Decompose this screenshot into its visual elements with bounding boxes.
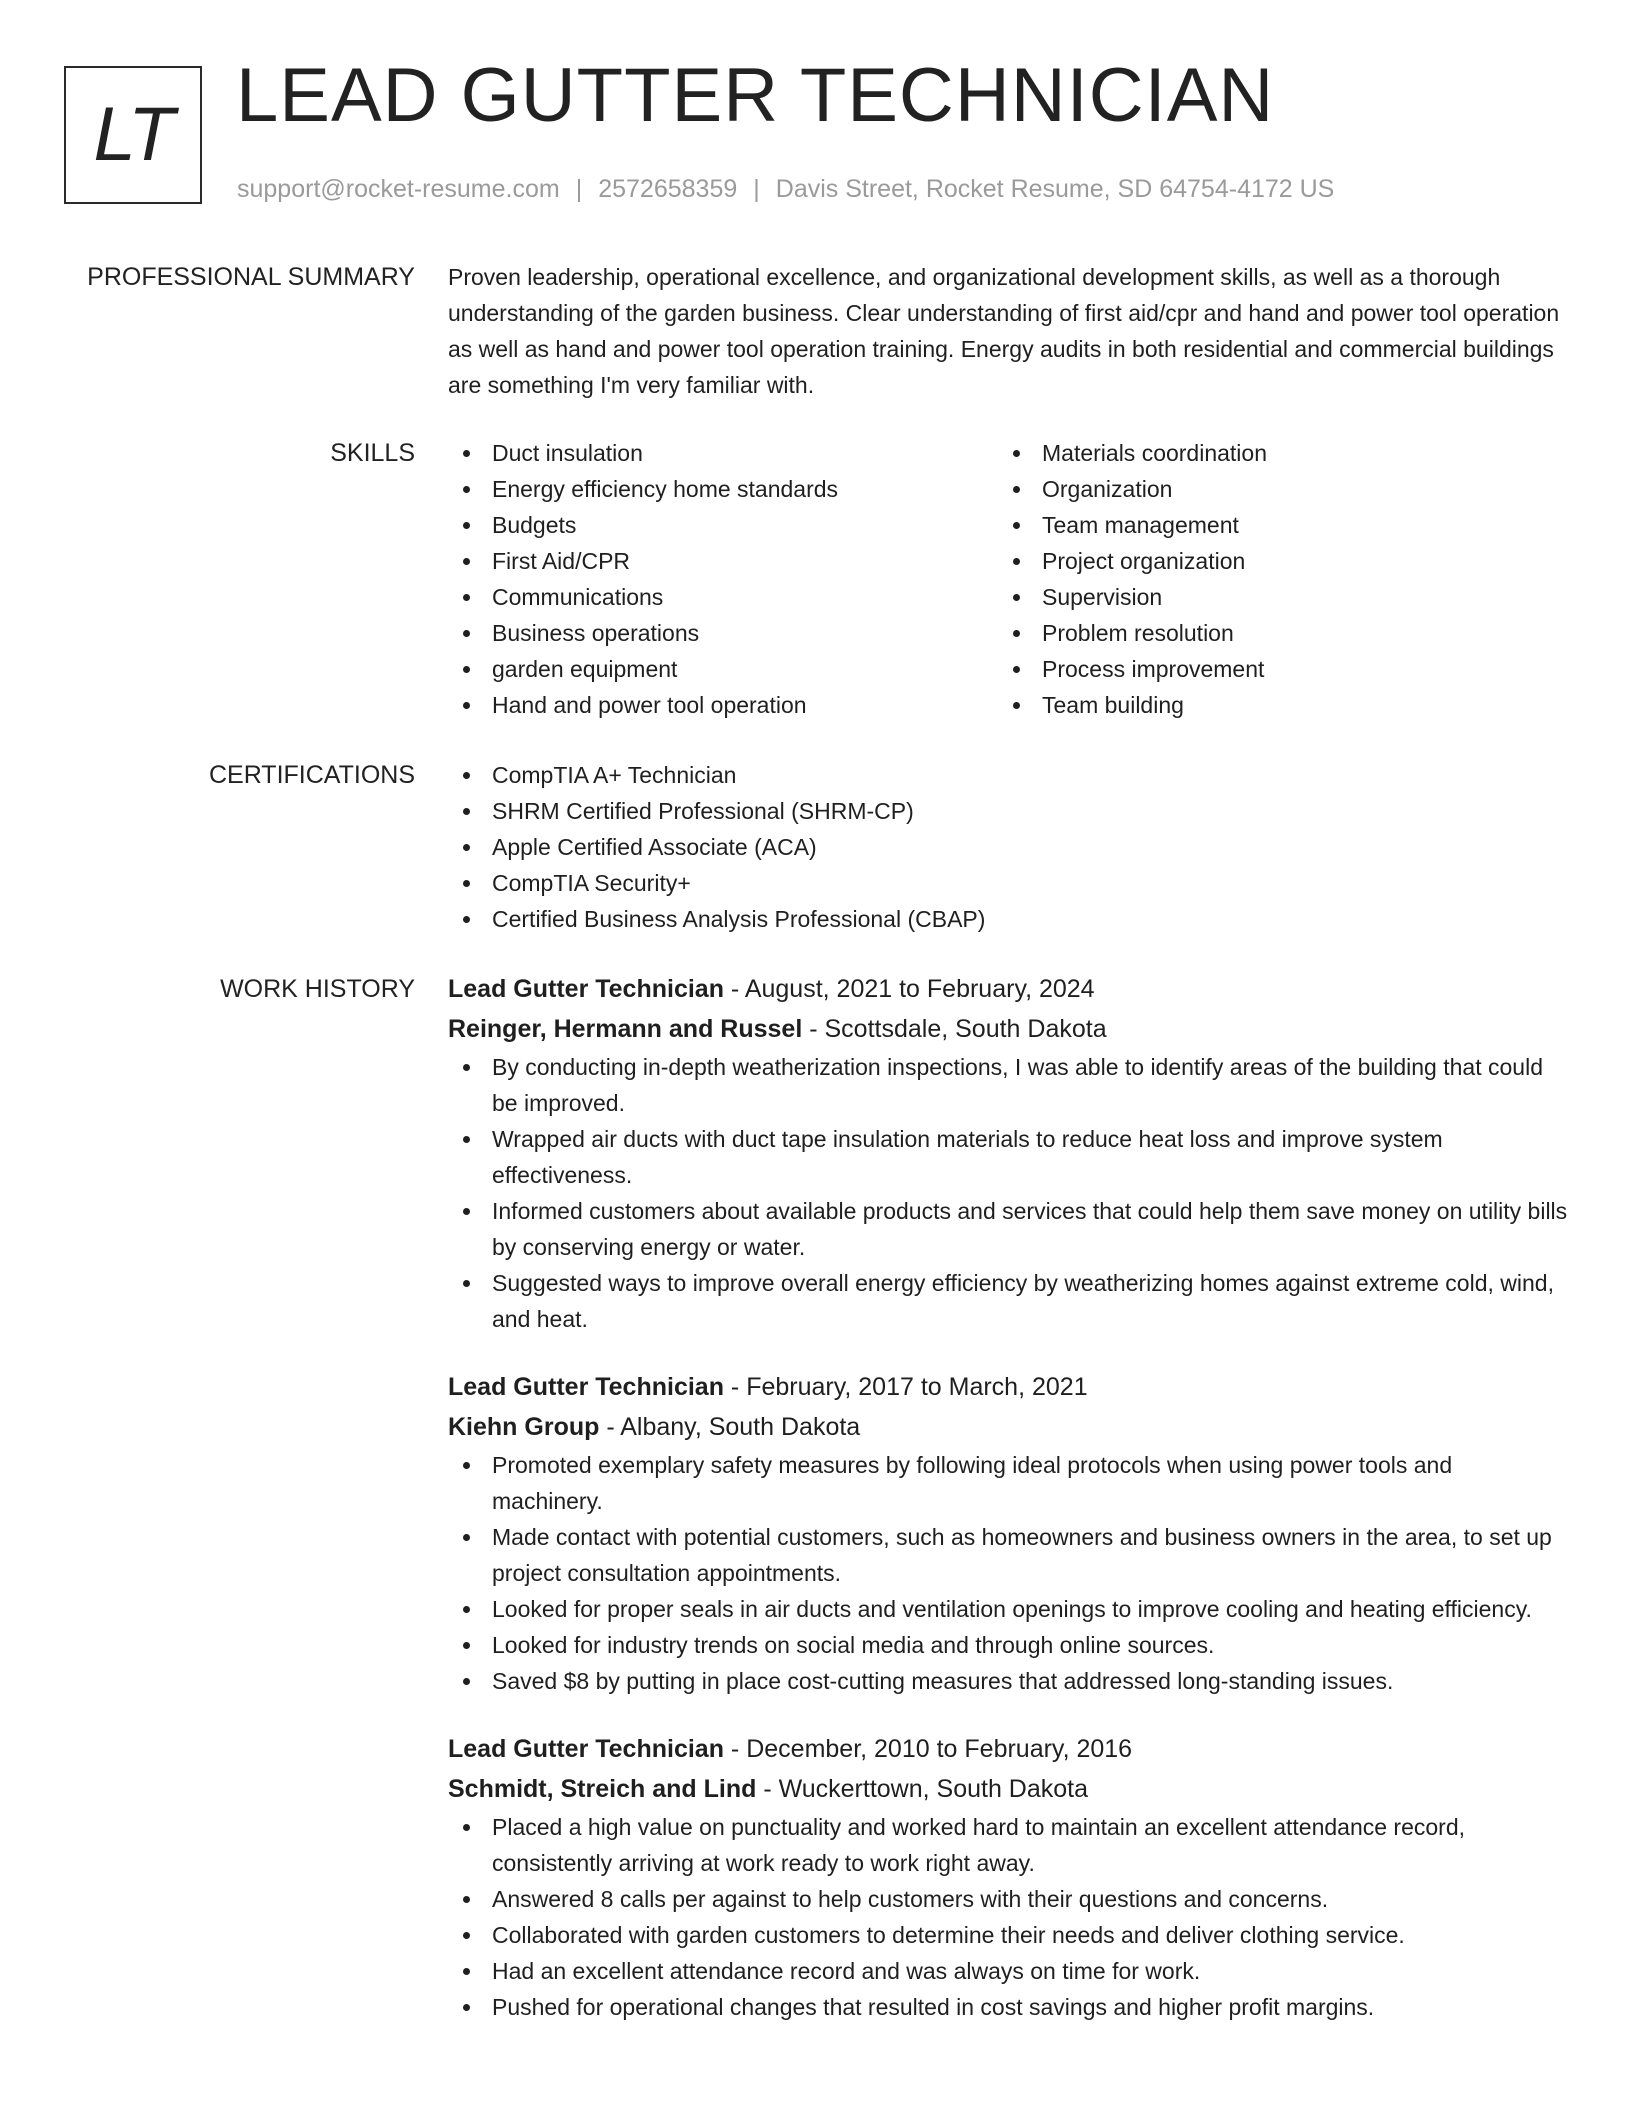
job-bullets xyxy=(448,1809,1568,2025)
skill-item: Energy efficiency home standards xyxy=(448,471,998,507)
job-company: Kiehn Group xyxy=(448,1413,600,1441)
skills-list-left xyxy=(448,435,998,723)
skill-item: Materials coordination xyxy=(998,435,1548,471)
contact-line xyxy=(237,177,1334,202)
work-history-body xyxy=(448,969,1568,2025)
skill-item: Problem resolution xyxy=(998,615,1548,651)
certification-item: CompTIA A+ Technician xyxy=(448,757,1568,793)
skills-body xyxy=(448,435,1568,723)
resume-title: LEAD GUTTER TECHNICIAN xyxy=(236,53,1275,138)
job-dates: - December, 2010 to February, 2016 xyxy=(723,1735,1133,1763)
skill-item: Budgets xyxy=(448,507,998,543)
skill-item: Organization xyxy=(998,471,1548,507)
job-location: - Scottsdale, South Dakota xyxy=(802,1015,1107,1043)
certifications-heading: CERTIFICATIONS xyxy=(208,761,415,789)
job-bullet: Looked for proper seals in air ducts and ventilation openings to improve cooling and heating efficiency. xyxy=(448,1591,1568,1627)
contact-separator: | xyxy=(575,175,583,203)
job-bullet: Collaborated with garden customers to determine their needs and deliver clothing service. xyxy=(448,1917,1568,1953)
skill-item: Duct insulation xyxy=(448,435,998,471)
job-title-line xyxy=(448,1729,1568,1769)
contact-phone[interactable]: 2572658359 xyxy=(598,175,738,203)
job-title-line xyxy=(448,1367,1568,1407)
job-title: Lead Gutter Technician xyxy=(448,1735,724,1763)
certification-item: Certified Business Analysis Professional (CBAP) xyxy=(448,901,1568,937)
job-title: Lead Gutter Technician xyxy=(448,975,724,1003)
skill-item: Supervision xyxy=(998,579,1548,615)
job-company-line xyxy=(448,1769,1568,1809)
contact-email[interactable]: support@rocket-resume.com xyxy=(237,175,560,203)
job-bullet: Answered 8 calls per against to help customers with their questions and concerns. xyxy=(448,1881,1568,1917)
skill-item: Team management xyxy=(998,507,1548,543)
skills-heading: SKILLS xyxy=(330,439,415,467)
job-bullet: Pushed for operational changes that resulted in cost savings and higher profit margins. xyxy=(448,1989,1568,2025)
job-bullet: Placed a high value on punctuality and worked hard to maintain an excellent attendance record, consistently arriving at work ready to work right away. xyxy=(448,1809,1568,1881)
job-title-line xyxy=(448,969,1568,1009)
skill-item: Business operations xyxy=(448,615,998,651)
job-bullets xyxy=(448,1049,1568,1337)
skill-item: First Aid/CPR xyxy=(448,543,998,579)
skill-item: Hand and power tool operation xyxy=(448,687,998,723)
skill-item: Team building xyxy=(998,687,1548,723)
certifications-list xyxy=(448,757,1568,937)
monogram-initials: LT xyxy=(93,92,173,177)
certification-item: SHRM Certified Professional (SHRM-CP) xyxy=(448,793,1568,829)
skill-item: garden equipment xyxy=(448,651,998,687)
job-bullet: Made contact with potential customers, such as homeowners and business owners in the area, to set up project consultation appointments. xyxy=(448,1519,1568,1591)
job-bullet: Wrapped air ducts with duct tape insulation materials to reduce heat loss and improve system effectiveness. xyxy=(448,1121,1568,1193)
job-bullet: Looked for industry trends on social media and through online sources. xyxy=(448,1627,1568,1663)
monogram-logo xyxy=(64,66,202,204)
job-entry xyxy=(448,969,1568,1337)
job-dates: - August, 2021 to February, 2024 xyxy=(723,975,1095,1003)
job-dates: - February, 2017 to March, 2021 xyxy=(723,1373,1088,1401)
skill-item: Process improvement xyxy=(998,651,1548,687)
job-company-line xyxy=(448,1407,1568,1447)
certification-item: CompTIA Security+ xyxy=(448,865,1568,901)
job-bullet: Promoted exemplary safety measures by following ideal protocols when using power tools and machinery. xyxy=(448,1447,1568,1519)
job-bullet: Suggested ways to improve overall energy efficiency by weatherizing homes against extreme cold, wind, and heat. xyxy=(448,1265,1568,1337)
job-bullet: By conducting in-depth weatherization inspections, I was able to identify areas of the building that could be improved. xyxy=(448,1049,1568,1121)
job-location: - Albany, South Dakota xyxy=(599,1413,861,1441)
job-entry xyxy=(448,1729,1568,2025)
job-company: Schmidt, Streich and Lind xyxy=(448,1775,757,1803)
job-entry xyxy=(448,1367,1568,1699)
job-location: - Wuckerttown, South Dakota xyxy=(756,1775,1089,1803)
certifications-body xyxy=(448,757,1568,937)
job-company: Reinger, Hermann and Russel xyxy=(448,1015,803,1043)
job-bullet: Had an excellent attendance record and was always on time for work. xyxy=(448,1953,1568,1989)
summary-heading: PROFESSIONAL SUMMARY xyxy=(87,263,415,291)
job-company-line xyxy=(448,1009,1568,1049)
skill-item: Communications xyxy=(448,579,998,615)
skill-item: Project organization xyxy=(998,543,1548,579)
summary-body xyxy=(448,259,1568,403)
summary-text: Proven leadership, operational excellence, and organizational development skills, as well as a thorough understanding of the garden business. Clear understanding of first aid/cpr and hand and power tool operation as well as hand and power tool operation training. Energy audits in both residential and commercial buildings are something I'm very familiar with. xyxy=(448,264,1560,398)
job-bullet: Saved $8 by putting in place cost-cutting measures that addressed long-standing issues. xyxy=(448,1663,1568,1699)
work-history-heading: WORK HISTORY xyxy=(220,975,415,1003)
job-bullet: Informed customers about available products and services that could help them save money on utility bills by conserving energy or water. xyxy=(448,1193,1568,1265)
skills-list-right xyxy=(998,435,1548,723)
job-bullets xyxy=(448,1447,1568,1699)
certification-item: Apple Certified Associate (ACA) xyxy=(448,829,1568,865)
job-title: Lead Gutter Technician xyxy=(448,1373,724,1401)
contact-address: Davis Street, Rocket Resume, SD 64754-4172 US xyxy=(775,175,1335,203)
contact-separator: | xyxy=(753,175,760,203)
